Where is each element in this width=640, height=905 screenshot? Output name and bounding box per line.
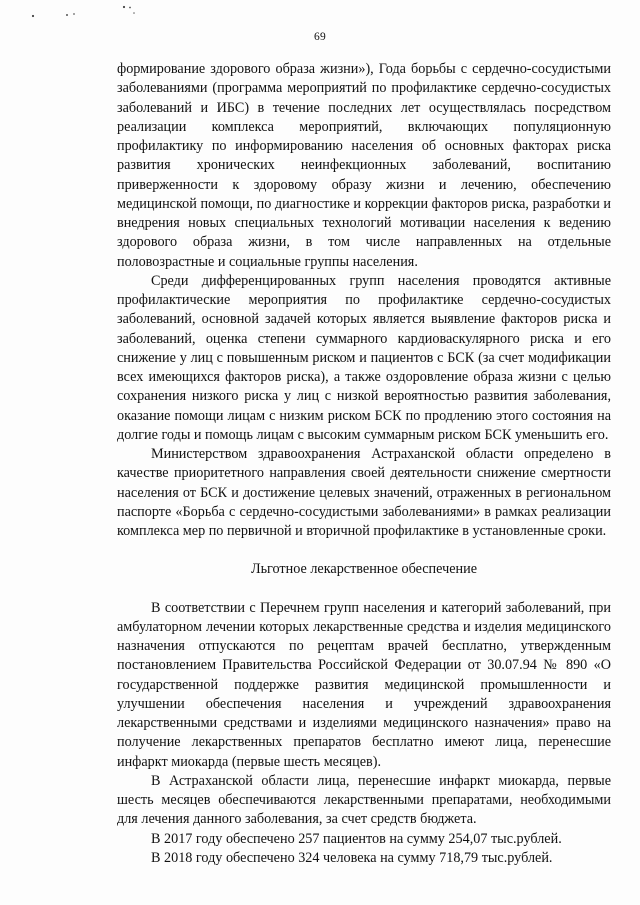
page-number: 69 <box>313 31 327 43</box>
paragraphs-before <box>117 60 611 541</box>
document-body <box>117 60 611 868</box>
scan-specks <box>30 4 150 20</box>
paragraphs-after <box>117 599 611 869</box>
body-paragraph: В Астраханской области лица, перенесшие инфаркт миокарда, первые шесть месяцев обеспечиваются лекарственными препаратами, необходимыми для лечения данного заболевания, за счет средств бюджета. <box>117 772 611 828</box>
body-paragraph: В 2017 году обеспечено 257 пациентов на сумму 254,07 тыс.рублей. <box>151 830 562 847</box>
body-paragraph: Министерством здравоохранения Астраханской области определено в качестве приоритетного направления своей деятельности снижение смертности населения от БСК и достижение целевых значений, отраженных в региональном паспорте «Борьба с сердечно-сосудистыми заболеваниями» в рамках реализации комплекса мер по первичной и вторичной профилактике в установленные сроки. <box>117 446 611 539</box>
body-paragraph: Среди дифференцированных групп населения проводятся активные профилактические мероприятия по профилактике сердечно-сосудистых заболеваний, основной задачей которых является выявление факторов риска и заболеваний, оценка степени суммарного кардиоваскулярного риска и его снижение у лиц с повышенным риском и пациентов с БСК (за счет модификации всех имеющихся факторов риска), а также оздоровление образа жизни с целью сохранения низкого риска у лиц с низкой вероятностью развития заболевания, оказание помощи лицам с низким риском БСК по продлению этого состояния на долгие годы и помощь лицам с высоким суммарным риском БСК уменьшить его. <box>117 272 611 443</box>
section-heading: Льготное лекарственное обеспечение <box>250 561 478 578</box>
body-paragraph: В соответствии с Перечнем групп населения и категорий заболеваний, при амбулаторном лечении которых лекарственные средства и изделия медицинского назначения отпускаются по рецептам врачей бесплатно, утвержденным постановлением Правительства Российской Федерации от 30.07.94 № 890 «О государственной поддержке развития медицинской промышленности и улучшении обеспечения населения и учреждений здравоохранения лекарственными средствами и изделиями медицинского назначения» право на получение лекарственных препаратов бесплатно имеют лица, перенесшие инфаркт миокарда (первые шесть месяцев). <box>117 599 611 770</box>
body-paragraph: В 2018 году обеспечено 324 человека на сумму 718,79 тыс.рублей. <box>151 849 553 866</box>
body-paragraph: формирование здорового образа жизни»), Года борьбы с сердечно-сосудистыми заболеваниями (программа мероприятий по профилактике сердечно-сосудистых заболеваний и ИБС) в течение последних лет осуществлялась посредством реализации комплекса мероприятий, включающих популяционную профилактику по информированию населения об основных факторах риска развития хронических неинфекционных заболеваний, воспитанию приверженности к здоровому образу жизни и лечению, обеспечению медицинской помощи, по диагностике и коррекции факторов риска, разработки и внедрения новых специальных технологий мотивации населения к ведению здорового образа жизни, в том числе направленных на отдельные половозрастные и социальные группы населения. <box>117 61 611 270</box>
